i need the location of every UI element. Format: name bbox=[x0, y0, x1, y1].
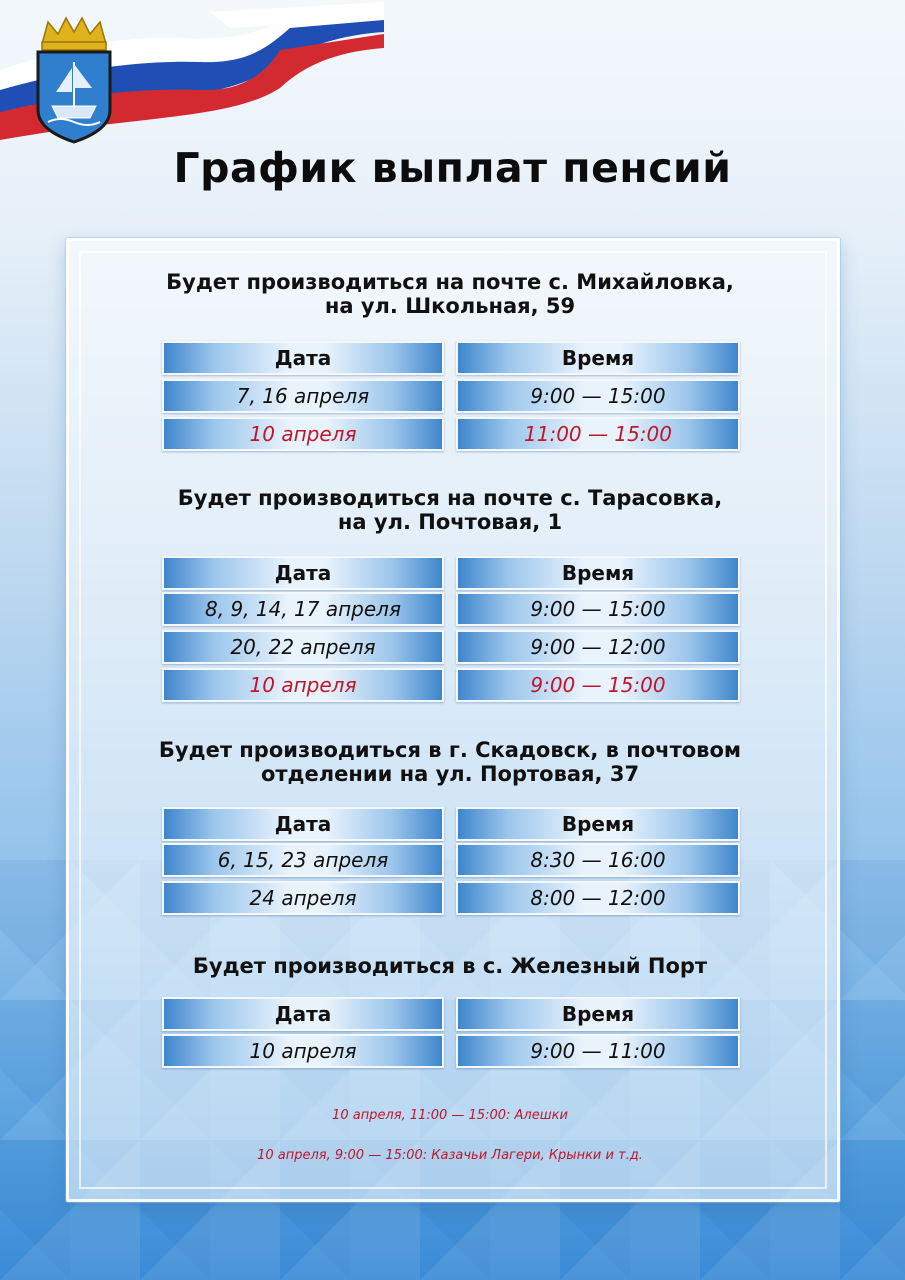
header-time: Время bbox=[456, 807, 740, 841]
cell-date: 24 апреля bbox=[162, 881, 444, 915]
section-heading-mikhailovka bbox=[66, 270, 834, 318]
cell-time: 9:00 — 11:00 bbox=[456, 1034, 740, 1068]
footnote: 10 апреля, 11:00 — 15:00: Алешки bbox=[332, 1108, 568, 1123]
section-heading-line: Будет производиться в г. Скадовск, в почтовом bbox=[158, 738, 742, 762]
header-date: Дата bbox=[162, 556, 444, 590]
cell-time: 9:00 — 12:00 bbox=[456, 630, 740, 664]
cell-date: 8, 9, 14, 17 апреля bbox=[162, 592, 444, 626]
section-heading-skadovsk bbox=[66, 738, 834, 786]
section-heading-line: на ул. Почтовая, 1 bbox=[337, 510, 563, 534]
header-date: Дата bbox=[162, 997, 444, 1031]
cell-date: 10 апреля bbox=[162, 1034, 444, 1068]
section-heading-zhelezny-port bbox=[66, 954, 834, 978]
cell-date: 10 апреля bbox=[162, 668, 444, 702]
cell-time: 8:30 — 16:00 bbox=[456, 843, 740, 877]
cell-time: 11:00 — 15:00 bbox=[456, 417, 740, 451]
page-title: График выплат пенсий bbox=[173, 144, 732, 192]
section-heading-line: Будет производиться на почте с. Тарасовка, bbox=[177, 486, 723, 510]
footnote: 10 апреля, 9:00 — 15:00: Казачьи Лагери, Крынки и т.д. bbox=[257, 1148, 643, 1163]
cell-date: 6, 15, 23 апреля bbox=[162, 843, 444, 877]
section-heading-line: отделении на ул. Портовая, 37 bbox=[260, 762, 640, 786]
header-time: Время bbox=[456, 341, 740, 375]
section-heading-tarasovka bbox=[66, 486, 834, 534]
section-heading-line: Будет производиться в с. Железный Порт bbox=[192, 954, 708, 978]
cell-date: 7, 16 апреля bbox=[162, 379, 444, 413]
header-time: Время bbox=[456, 556, 740, 590]
header-date: Дата bbox=[162, 341, 444, 375]
header-date: Дата bbox=[162, 807, 444, 841]
section-heading-line: Будет производиться на почте с. Михайловка, bbox=[166, 270, 734, 294]
header-time: Время bbox=[456, 997, 740, 1031]
cell-time: 9:00 — 15:00 bbox=[456, 379, 740, 413]
section-heading-line: на ул. Школьная, 59 bbox=[324, 294, 576, 318]
cell-time: 8:00 — 12:00 bbox=[456, 881, 740, 915]
cell-time: 9:00 — 15:00 bbox=[456, 592, 740, 626]
coat-of-arms-icon bbox=[34, 14, 114, 144]
cell-date: 10 апреля bbox=[162, 417, 444, 451]
cell-time: 9:00 — 15:00 bbox=[456, 668, 740, 702]
cell-date: 20, 22 апреля bbox=[162, 630, 444, 664]
